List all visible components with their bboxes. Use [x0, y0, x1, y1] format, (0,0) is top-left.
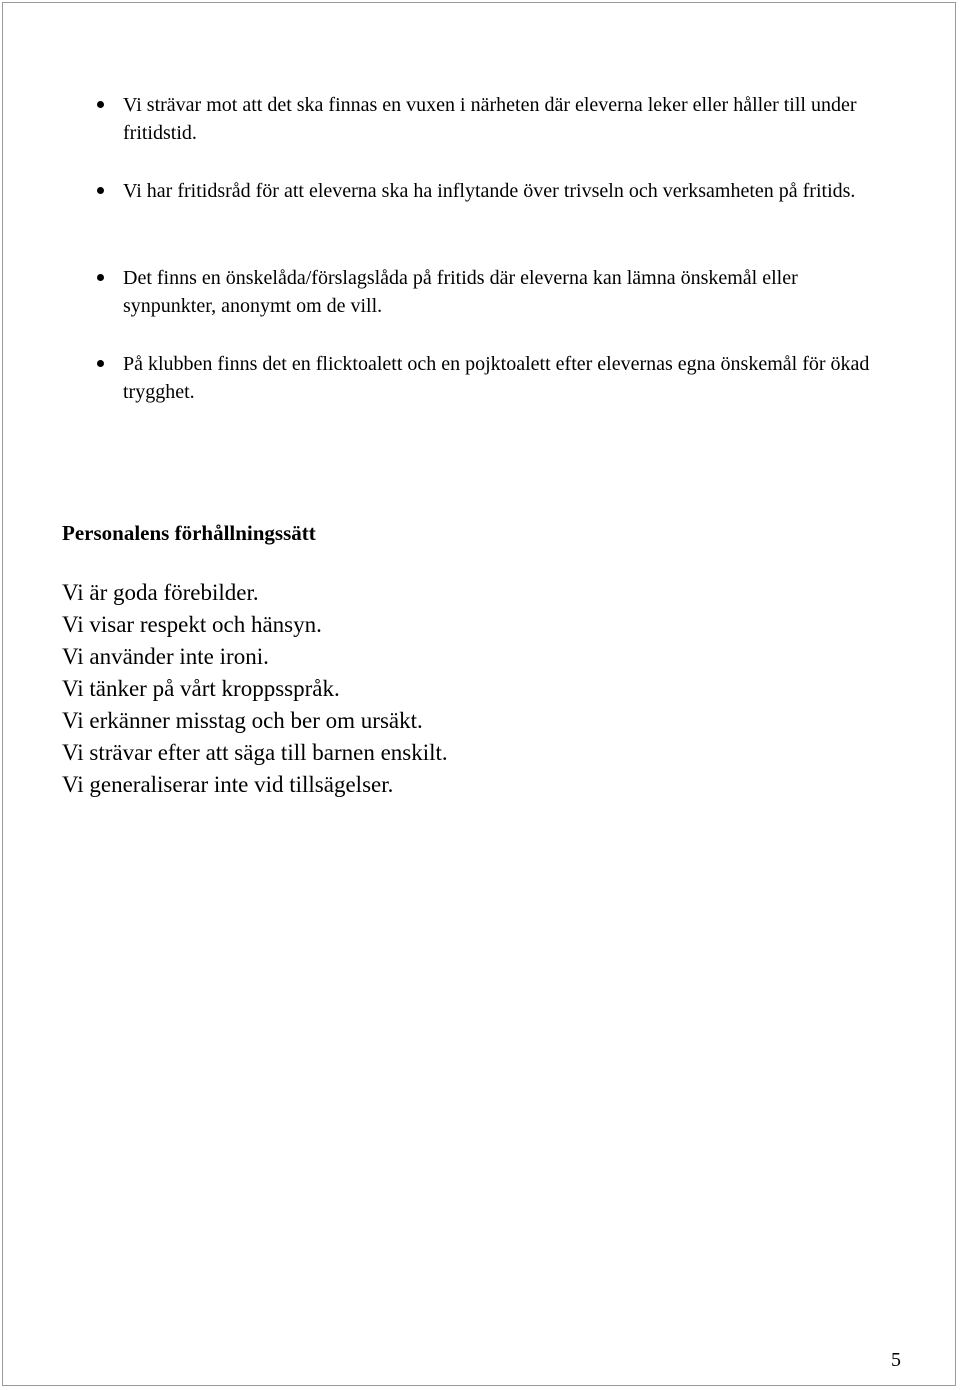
principle-item: Vi strävar efter att säga till barnen enskilt.	[62, 740, 448, 765]
bullet-text: På klubben finns det en flicktoalett och en pojktoalett efter elevernas egna önskemål för ökad trygghet.	[123, 353, 870, 403]
document-page	[2, 2, 956, 1386]
bullet-dot-icon	[97, 360, 104, 367]
bullet-text: Det finns en önskelåda/förslagslåda på fritids där eleverna kan lämna önskemål eller synpunkter, anonymt om de vill.	[123, 267, 798, 317]
principle-item: Vi är goda förebilder.	[62, 580, 259, 605]
bullet-item	[123, 91, 883, 147]
bullet-text: Vi strävar mot att det ska finnas en vuxen i närheten där eleverna leker eller håller till under fritidstid.	[123, 94, 857, 144]
bullet-dot-icon	[97, 187, 104, 194]
bullet-item	[123, 177, 883, 205]
principle-item: Vi erkänner misstag och ber om ursäkt.	[62, 708, 423, 733]
principle-item: Vi visar respekt och hänsyn.	[62, 612, 322, 637]
bullet-text: Vi har fritidsråd för att eleverna ska ha inflytande över trivseln och verksamheten på fritids.	[123, 180, 856, 202]
bullet-item	[123, 350, 883, 406]
principle-item: Vi tänker på vårt kroppsspråk.	[62, 676, 340, 701]
bullet-dot-icon	[97, 274, 104, 281]
principle-item: Vi generaliserar inte vid tillsägelser.	[62, 772, 394, 797]
principle-item: Vi använder inte ironi.	[62, 644, 269, 669]
page-number: 5	[891, 1349, 901, 1371]
bullet-item	[123, 264, 883, 320]
section-heading: Personalens förhållningssätt	[62, 521, 316, 545]
principles-list	[62, 577, 448, 801]
bullet-dot-icon	[97, 101, 104, 108]
